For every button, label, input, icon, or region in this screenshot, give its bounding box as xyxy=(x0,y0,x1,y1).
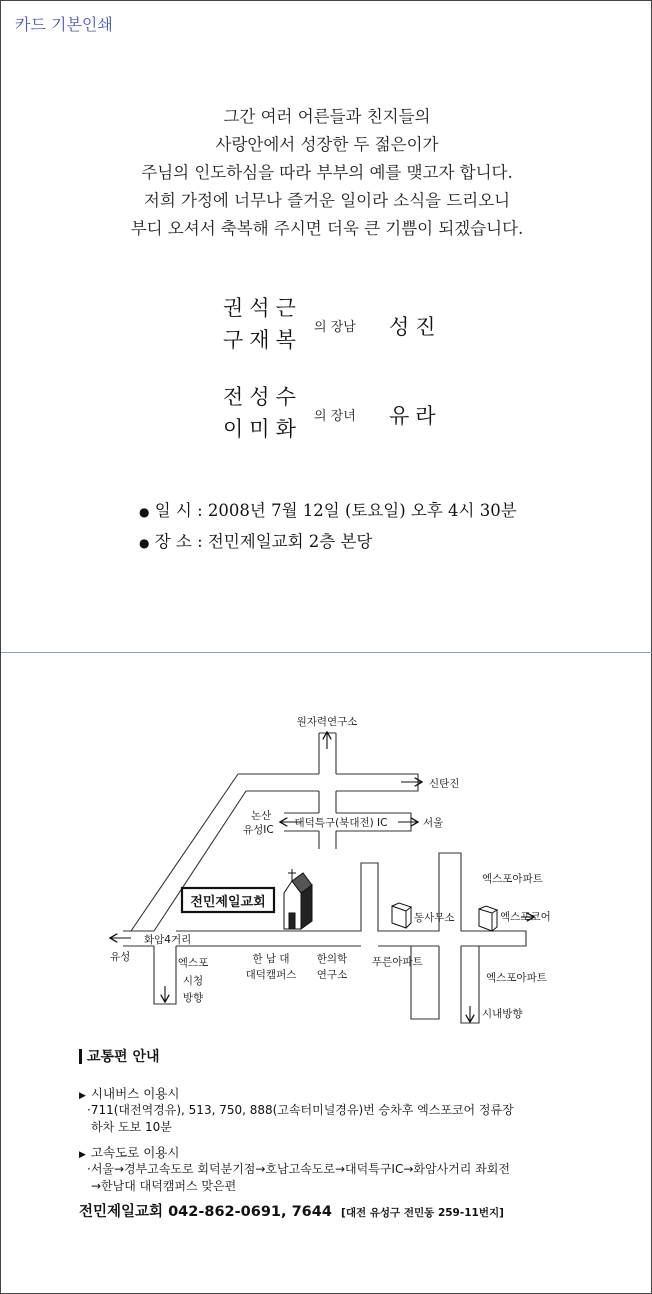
building-expo-core-icon xyxy=(479,906,497,931)
map-label-expo-city-3: 방향 xyxy=(182,992,204,1004)
map-label-yuseong-ic: 유성IC xyxy=(243,824,274,836)
map-label-nonsan: 논산 xyxy=(251,810,272,822)
groom-relation: 의 장남 xyxy=(314,320,356,335)
map-label-hannam-2: 대덕캠퍼스 xyxy=(245,969,297,981)
transport-heading-text: 교통편 안내 xyxy=(87,1049,160,1065)
map-label-seoul: 서울 xyxy=(423,817,444,829)
highway-details xyxy=(87,1161,639,1195)
map-label-green-apt: 푸른아파트 xyxy=(372,956,423,968)
highway-line: ·서울→경부고속도로 회덕분기점→호남고속도로→대덕특구IC→화암사거리 좌회전 xyxy=(87,1162,510,1176)
church-building-icon xyxy=(284,869,312,929)
church-address: [대전 유성구 전민동 259-11번지] xyxy=(341,1207,504,1219)
map-label-expo-city-2: 시청 xyxy=(182,975,204,987)
groom-name: 성진 xyxy=(389,315,442,339)
highway-title-row xyxy=(79,1143,639,1161)
groom-mother: 구재복 xyxy=(223,328,302,352)
bride-relation: 의 장녀 xyxy=(314,409,356,424)
groom-father: 권석근 xyxy=(223,296,302,320)
location-map xyxy=(1,701,652,1041)
bride-father: 전성수 xyxy=(223,385,302,409)
place-label: 장 소 : xyxy=(154,532,203,551)
bus-line: 하차 도보 10분 xyxy=(91,1120,172,1134)
map-label-expo-apt-top: 엑스포아파트 xyxy=(482,873,543,885)
bus-title-row xyxy=(79,1084,639,1102)
event-place xyxy=(139,528,372,552)
map-label-research: 원자력연구소 xyxy=(296,716,358,728)
place-value: 전민제일교회 2층 본당 xyxy=(207,532,373,551)
church-contact: 전민제일교회 042-862-0691, 7644 xyxy=(79,1204,332,1220)
invitation-line: 저희 가정에 너무나 즐거운 일이라 소식을 드리오니 xyxy=(143,191,511,210)
triangle-right-icon: ▶ xyxy=(79,1150,86,1160)
map-church-label: 전민제일교회 xyxy=(190,895,266,910)
map-label-dongsa: 동사무소 xyxy=(414,912,455,924)
bus-section xyxy=(79,1084,639,1136)
date-value: 2008년 7월 12일 (토요일) 오후 4시 30분 xyxy=(207,501,517,520)
invitation-line: 사랑안에서 성장한 두 젊은이가 xyxy=(215,135,439,154)
event-date xyxy=(139,497,517,521)
map-label-downtown: 시내방향 xyxy=(482,1008,523,1020)
map-label-expo-core: 엑스포코어 xyxy=(500,911,551,923)
invitation-line: 주님의 인도하심을 따라 부부의 예를 맺고자 합니다. xyxy=(141,163,513,182)
contact-line xyxy=(79,1200,639,1221)
map-label-hannam-1: 한 남 대 xyxy=(252,953,290,965)
bus-line: ·711(대전역경유), 513, 750, 888(고속터미널경유)번 승차후 엑스포코어 정류장 xyxy=(87,1103,514,1117)
card-title: 카드 기본인쇄 xyxy=(15,15,113,34)
date-label: 일 시 : xyxy=(154,501,203,520)
heading-bar-icon xyxy=(79,1049,82,1064)
bullet-icon: ● xyxy=(139,536,150,550)
bride-mother: 이미화 xyxy=(223,417,302,441)
invitation-text xyxy=(1,103,652,243)
transport-heading xyxy=(79,1046,639,1066)
invitation-line: 그간 여러 어른들과 친지들의 xyxy=(223,107,431,126)
building-dongsa-icon xyxy=(392,903,411,928)
invitation-line: 부디 오셔서 축복해 주시면 더욱 큰 기쁨이 되겠습니다. xyxy=(130,219,524,238)
map-label-hwaam: 화암4거리 xyxy=(144,934,192,946)
map-label-korean-med-2: 연구소 xyxy=(316,969,348,981)
section-divider xyxy=(1,652,652,653)
map-label-expo-apt-bottom: 엑스포아파트 xyxy=(486,972,547,984)
map-label-sintanjin: 신탄진 xyxy=(429,778,460,790)
map-label-korean-med-1: 한의학 xyxy=(316,953,348,965)
map-label-daedeok-ic: 대덕특구(북대전) IC xyxy=(294,817,388,829)
highway-title: 고속도로 이용시 xyxy=(90,1145,180,1160)
bullet-icon: ● xyxy=(139,505,150,519)
highway-line: →한남대 대덕캠퍼스 맞은편 xyxy=(91,1179,237,1193)
map-label-expo-city-1: 엑스포 xyxy=(177,957,209,969)
transport-info xyxy=(79,1046,639,1221)
highway-section xyxy=(79,1143,639,1195)
map-label-yuseong: 유성 xyxy=(110,951,131,963)
triangle-right-icon: ▶ xyxy=(79,1091,86,1101)
bride-name: 유라 xyxy=(389,404,442,428)
bus-details xyxy=(87,1102,639,1136)
bus-title: 시내버스 이용시 xyxy=(90,1086,180,1101)
